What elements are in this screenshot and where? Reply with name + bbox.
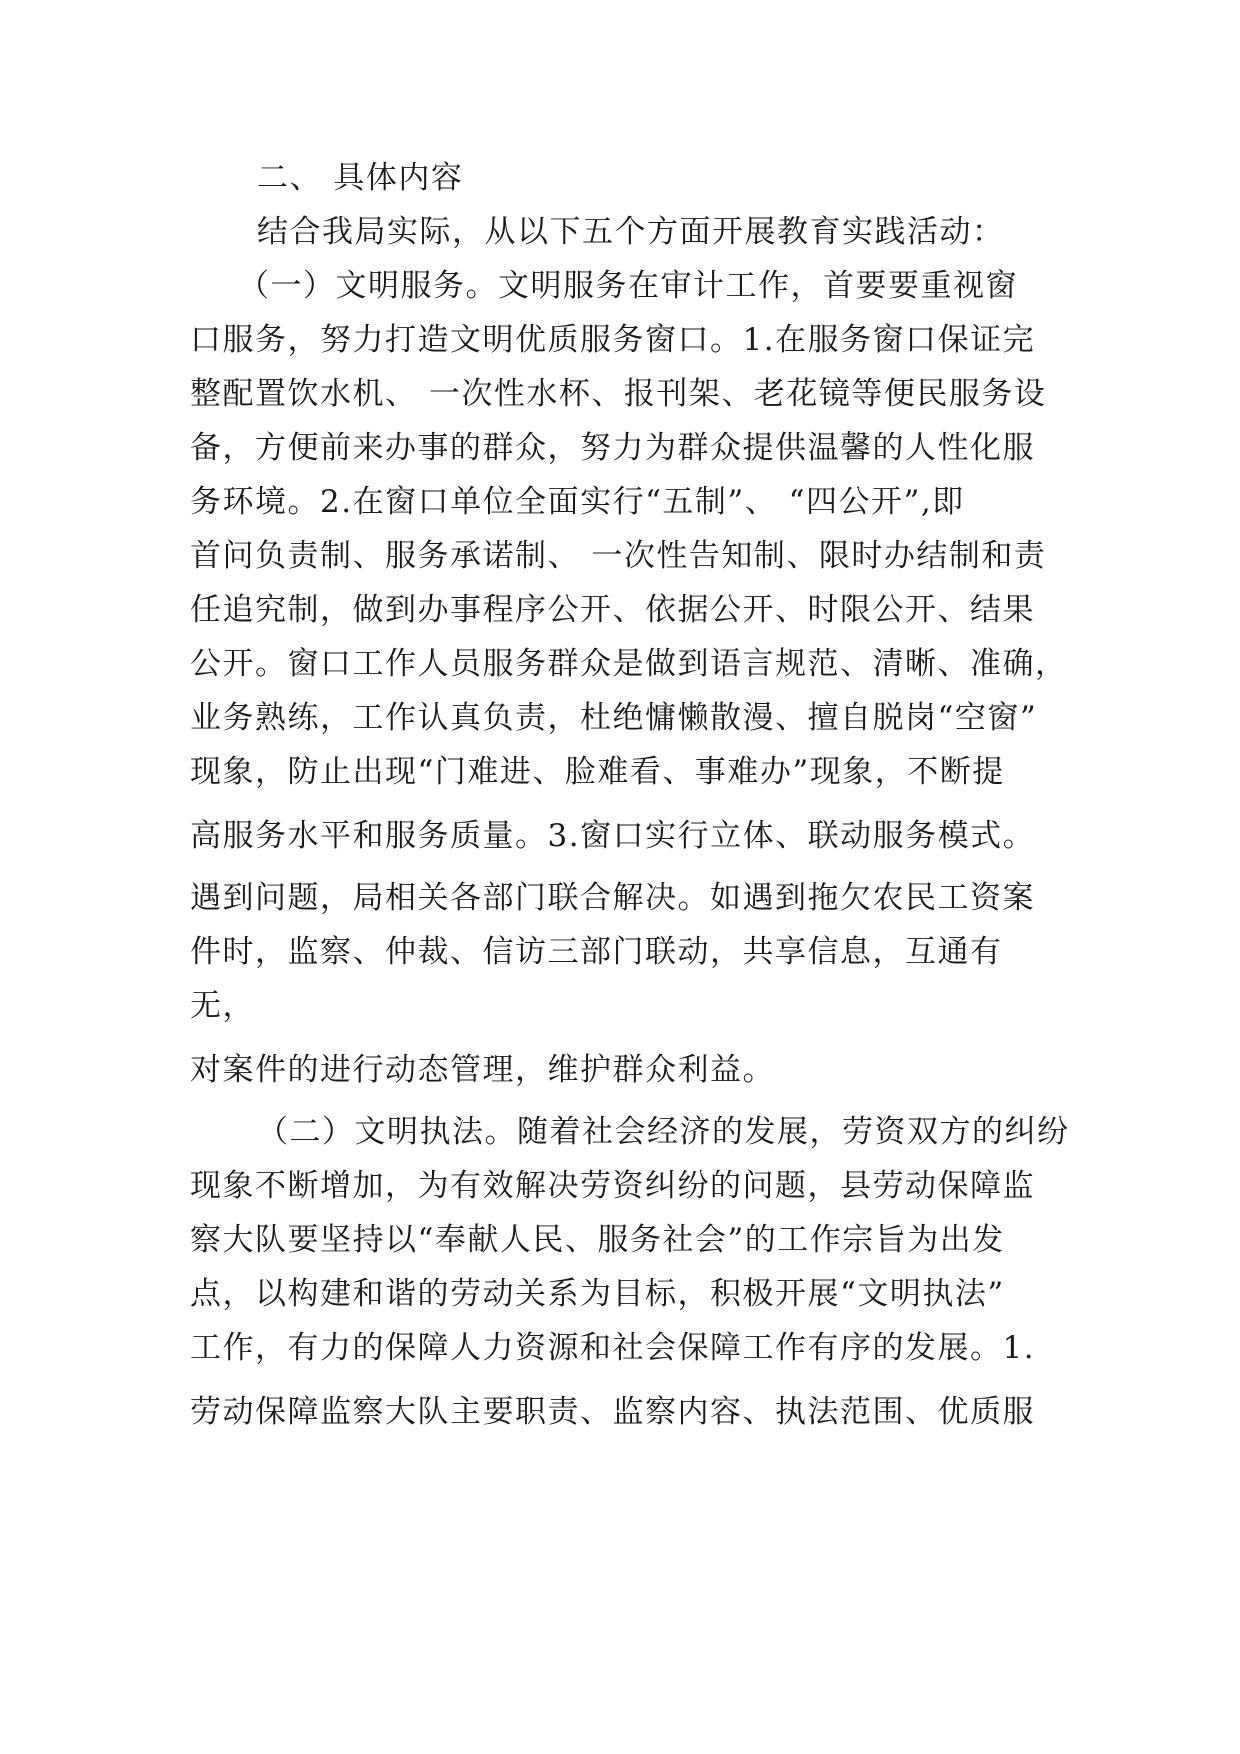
paragraph-line: 无， — [190, 988, 255, 1024]
paragraph-line: （一）文明服务。文明服务在审计工作，首要要重视窗 — [238, 268, 1018, 304]
paragraph-line: 现象不断增加，为有效解决劳资纠纷的问题，县劳动保障监 — [190, 1168, 1035, 1204]
paragraph-line: 察大队要坚持以“奉献人民、服务社会”的工作宗旨为出发 — [190, 1222, 1005, 1258]
paragraph-line: 口服务，努力打造文明优质服务窗口。1.在服务窗口保证完 — [190, 322, 1036, 358]
paragraph-line: 件时，监察、仲裁、信访三部门联动，共享信息，互通有 — [190, 934, 1003, 970]
paragraph-line: 遇到问题，局相关各部门联合解决。如遇到拖欠农民工资案 — [190, 880, 1035, 916]
paragraph-line: 劳动保障监察大队主要职责、监察内容、执法范围、优质服 — [190, 1394, 1035, 1430]
paragraph-line: 公开。窗口工作人员服务群众是做到语言规范、清晰、准确， — [190, 646, 1068, 682]
paragraph-line: （二）文明执法。随着社会经济的发展，劳资双方的纠纷 — [257, 1114, 1070, 1150]
section-heading: 二、 具体内容 — [257, 160, 464, 196]
paragraph-line: 整配置饮水机、 一次性水杯、报刊架、老花镜等便民服务设 — [190, 376, 1047, 412]
paragraph-line: 首问负责制、服务承诺制、 一次性告知制、限时办结制和责 — [190, 538, 1047, 574]
paragraph-line: 点，以构建和谐的劳动关系为目标，积极开展“文明执法” — [190, 1276, 1005, 1312]
paragraph-line: 备，方便前来办事的群众，努力为群众提供温馨的人性化服 — [190, 430, 1035, 466]
intro-line: 结合我局实际，从以下五个方面开展教育实践活动： — [257, 214, 1005, 250]
paragraph-line: 务环境。2.在窗口单位全面实行“五制”、 “四公开”,即 — [190, 484, 965, 520]
paragraph-line: 现象，防止出现“门难进、脸难看、事难办”现象，不断提 — [190, 754, 1005, 790]
paragraph-line: 工作，有力的保障人力资源和社会保障工作有序的发展。1. — [190, 1330, 1036, 1366]
paragraph-line: 业务熟练，工作认真负责，杜绝慵懒散漫、擅自脱岗“空窗” — [190, 700, 1038, 736]
paragraph-line: 对案件的进行动态管理，维护群众利益。 — [190, 1052, 775, 1088]
paragraph-line: 任追究制，做到办事程序公开、依据公开、时限公开、结果 — [190, 592, 1035, 628]
paragraph-line: 高服务水平和服务质量。3.窗口实行立体、联动服务模式。 — [190, 818, 1036, 854]
